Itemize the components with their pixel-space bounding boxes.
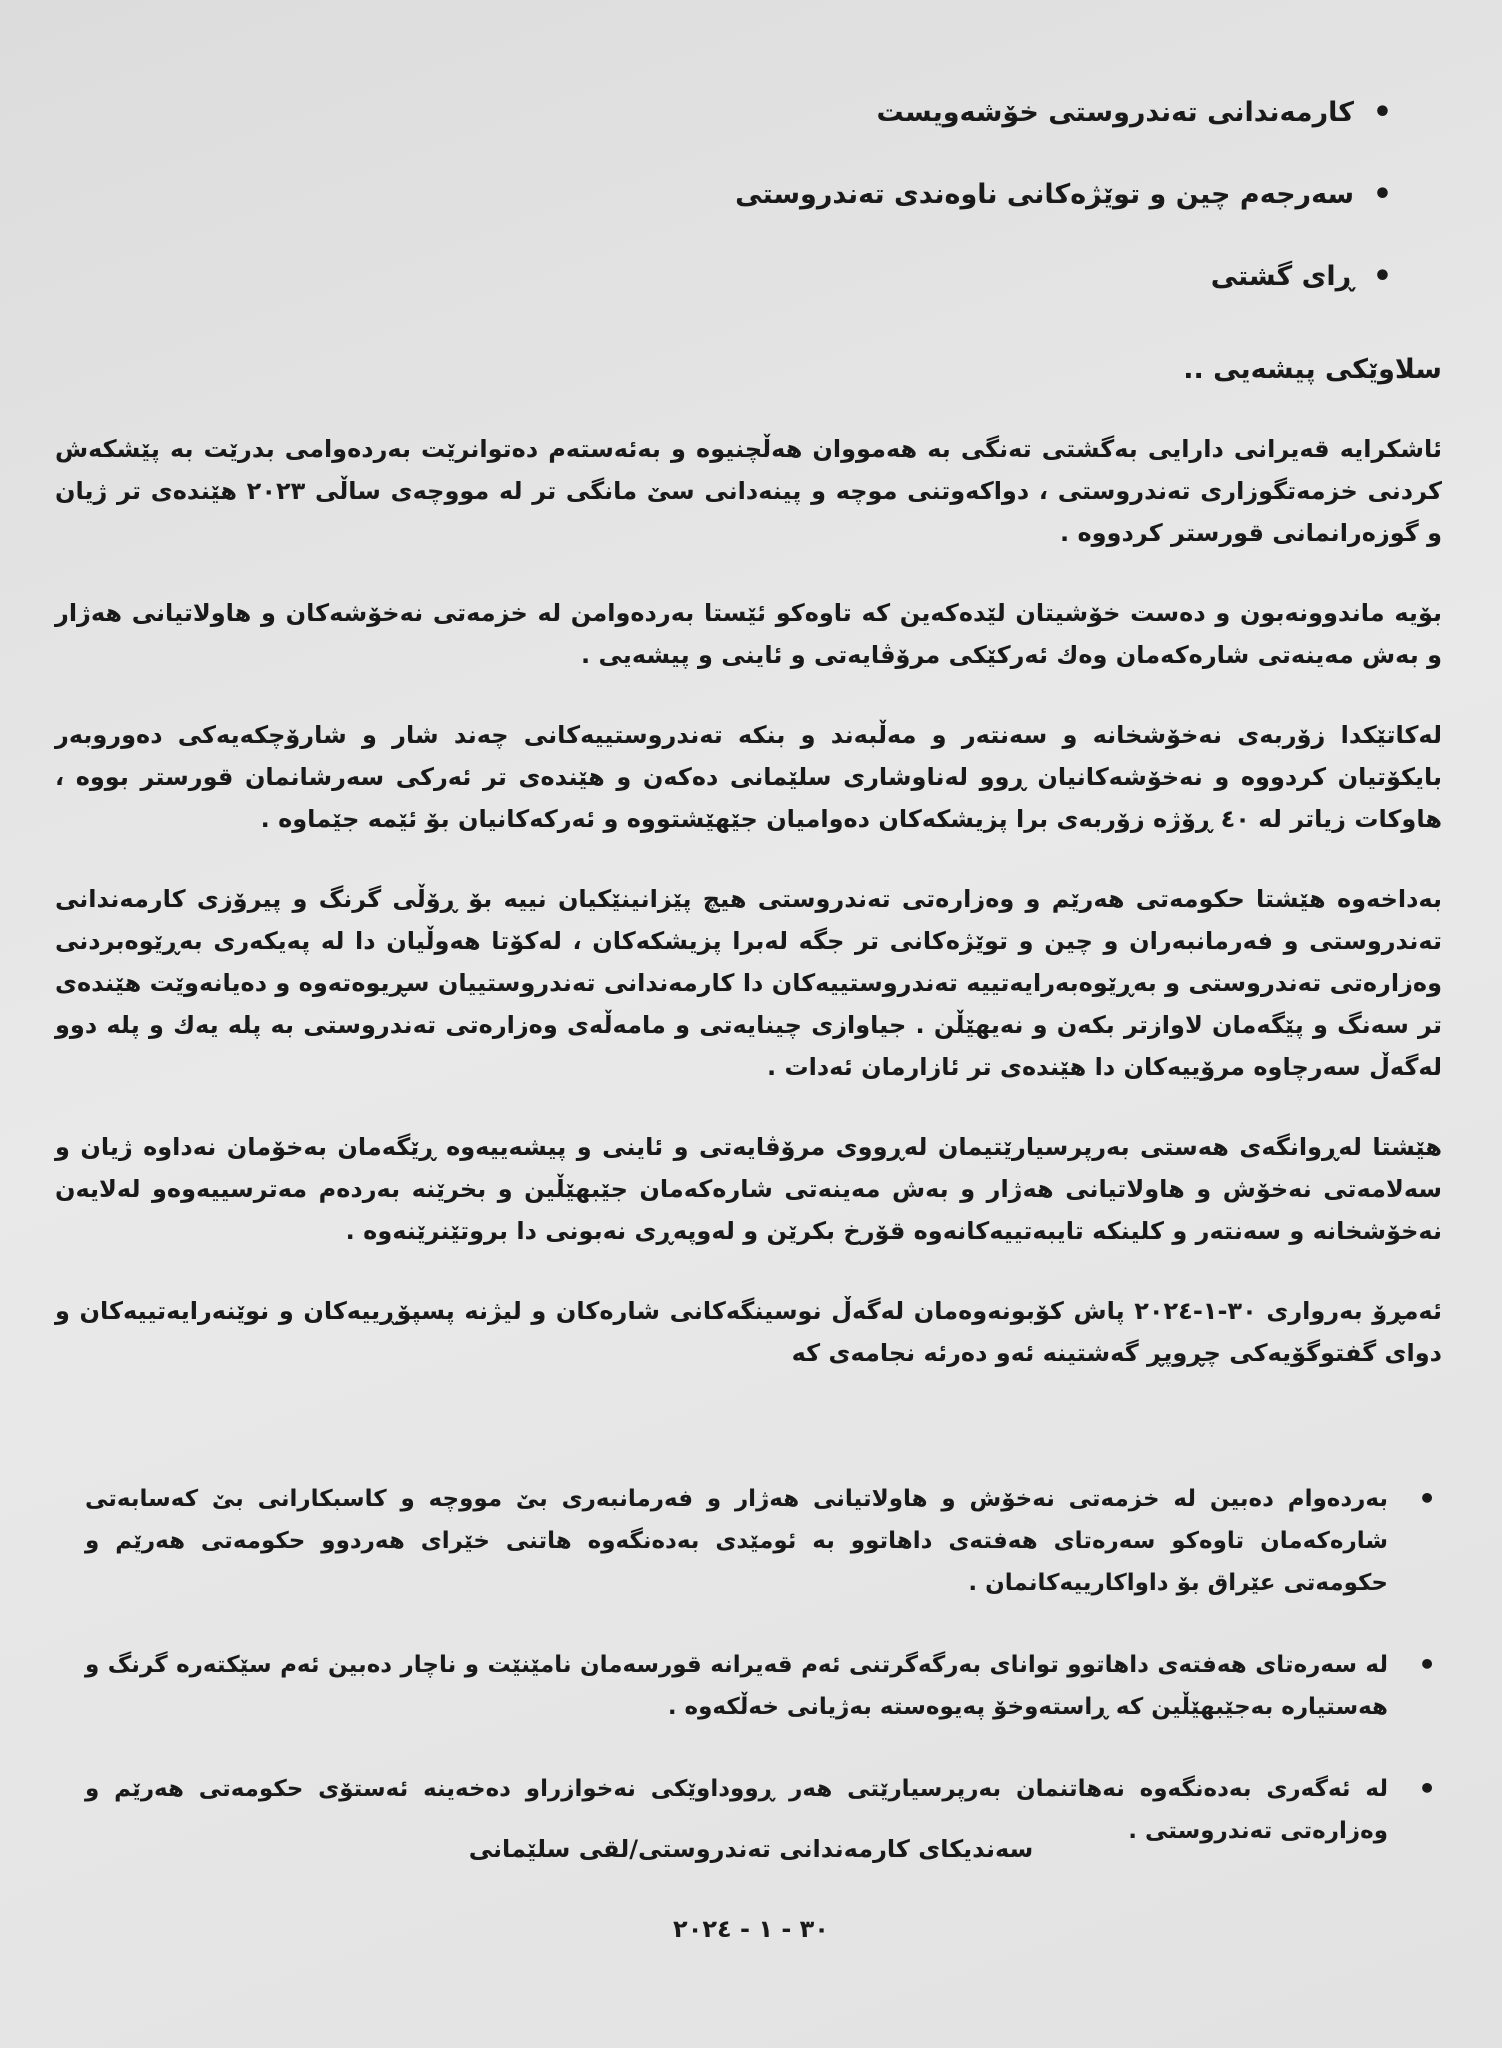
decision-item: • لە ئەگەری بەدەنگەوە نەهاتنمان بەرپرسیارێتی هەر ڕووداوێکی نەخوازراو دەخەینە ئەستۆی حکومەتی هەرێم و وەزارەتی تەندروستی . — [85, 1768, 1442, 1852]
paragraph: لەکاتێکدا زۆربەی نەخۆشخانە و سەنتەر و مەڵبەند و بنکە تەندروستییەکانی چەند شار و شارۆچکەیەکی دەوروبەر بایکۆتیان کردووە و نەخۆشەکانیان ڕوو لەناوشاری سلێمانی دەکەن و هێندەی تر ئەرکی سەرشانمان قورستر بووە ، هاوکات زیاتر لە ٤٠ ڕۆژە زۆربەی برا پزیشکەکان دەوامیان جێهێشتووە و ئەرکەکانیان بۆ ئێمە جێماوە . — [55, 721, 1442, 833]
decision-list — [85, 1478, 1442, 1892]
paragraph: ئاشکرایە قەیرانی دارایی بەگشتی تەنگی بە هەمووان هەڵچنیوە و بەئەستەم دەتوانرێت بەردەوامی بدرێت بە پێشکەش کردنی خزمەتگوزاری تەندروستی ، دواکەوتنی موچە و پینەدانی سێ مانگی تر لە مووچەی ساڵی ٢٠٢٣ هێندەی تر ژیان و گوزەرانمانی قورستر کردووە . — [55, 435, 1442, 547]
paragraph: بۆیە ماندوونەبون و دەست خۆشیتان لێدەکەین کە تاوەکو ئێستا بەردەوامن لە خزمەتی نەخۆشەکان و هاولاتیانی هەژار و بەش مەینەتی شارەکەمان وەك ئەرکێکی مرۆڤایەتی و ئاینی و پیشەیی . — [55, 599, 1442, 669]
date: ٣٠ - ١ - ٢٠٢٤ — [673, 1915, 829, 1943]
signature: سەندیکای کارمەندانی تەندروستی/لقی سلێمانی — [468, 1835, 1034, 1863]
recipient-item: • سەرجەم چین و توێژەکانی ناوەندی تەندروستی — [392, 177, 1392, 213]
paragraph: بەداخەوە هێشتا حکومەتی هەرێم و وەزارەتی تەندروستی هیچ پێزانینێکیان نییە بۆ ڕۆڵی گرنگ و پیرۆزی کارمەندانی تەندروستی و فەرمانبەران و چین و توێژەکانی تر جگە لەبرا پزیشکەکان ، لەکۆتا هەوڵیان دا لە پەیکەری بەڕێوەبردنی وەزارەتی تەندروستی و بەڕێوەبەرایەتییە تەندروستییەکان دا کارمەندانی تەندروستییان سڕیوەتەوە و دەیانەوێت هێندەی تر سەنگ و پێگەمان لاوازتر بکەن و نەیهێڵن . جیاوازی چینایەتی و مامەڵەی وەزارەتی تەندروستی بە پلە یەك و پلە دوو لەگەڵ سەرچاوە مرۆییەکان دا هێندەی تر ئازارمان ئەدات . — [55, 885, 1442, 1081]
recipient-item: • ڕای گشتی — [392, 259, 1392, 295]
greeting: سلاوێکی پیشەیی .. — [1183, 354, 1442, 385]
paragraph: ئەمڕۆ بەرواری ٣٠-١-٢٠٢٤ پاش کۆبونەوەمان لەگەڵ نوسینگەکانی شارەکان و لیژنە پسپۆڕییەکان و نوێنەرایەتییەکان و دوای گفتوگۆیەکی چڕوپڕ گەشتینە ئەو دەرئە نجامەی کە — [55, 1297, 1443, 1367]
decision-item: • لە سەرەتای هەفتەی داهاتوو توانای بەرگەگرتنی ئەم قەیرانە قورسەمان نامێنێت و ناچار دەبین ئەم سێکتەرە گرنگ و هەستیارە بەجێبهێڵین کە ڕاستەوخۆ پەیوەستە بەژیانی خەڵکەوە . — [85, 1644, 1442, 1728]
recipient-item: • کارمەندانی تەندروستی خۆشەویست — [392, 95, 1392, 131]
recipient-list — [392, 95, 1392, 341]
letter-body — [55, 428, 1442, 1412]
decision-item: • بەردەوام دەبین لە خزمەتی نەخۆش و هاولاتیانی هەژار و فەرمانبەری بێ مووچە و کاسبکارانی بێ کەسابەتی شارەکەمان تاوەکو سەرەتای هەفتەی داهاتوو بە ئومێدی بەدەنگەوە هاتنی خێرای هەردوو حکومەتی هەرێم و حکومەتی عێراق بۆ داواکارییەکانمان . — [85, 1478, 1442, 1604]
paragraph: هێشتا لەڕوانگەی هەستی بەرپرسیارێتیمان لەڕووی مرۆڤایەتی و ئاینی و پیشەییەوە ڕێگەمان بەخۆمان نەداوە ژیان و سەلامەتی نەخۆش و هاولاتیانی هەژار و بەش مەینەتی شارەکەمان جێبهێڵین و بخرێنە بەردەم مەترسییەوەو لەلایەن نەخۆشخانە و سەنتەر و کلینکە تایبەتییەکانەوە قۆرخ بکرێن و لەوپەڕی نەبونی دا بروتێنرێنەوە . — [55, 1133, 1442, 1245]
